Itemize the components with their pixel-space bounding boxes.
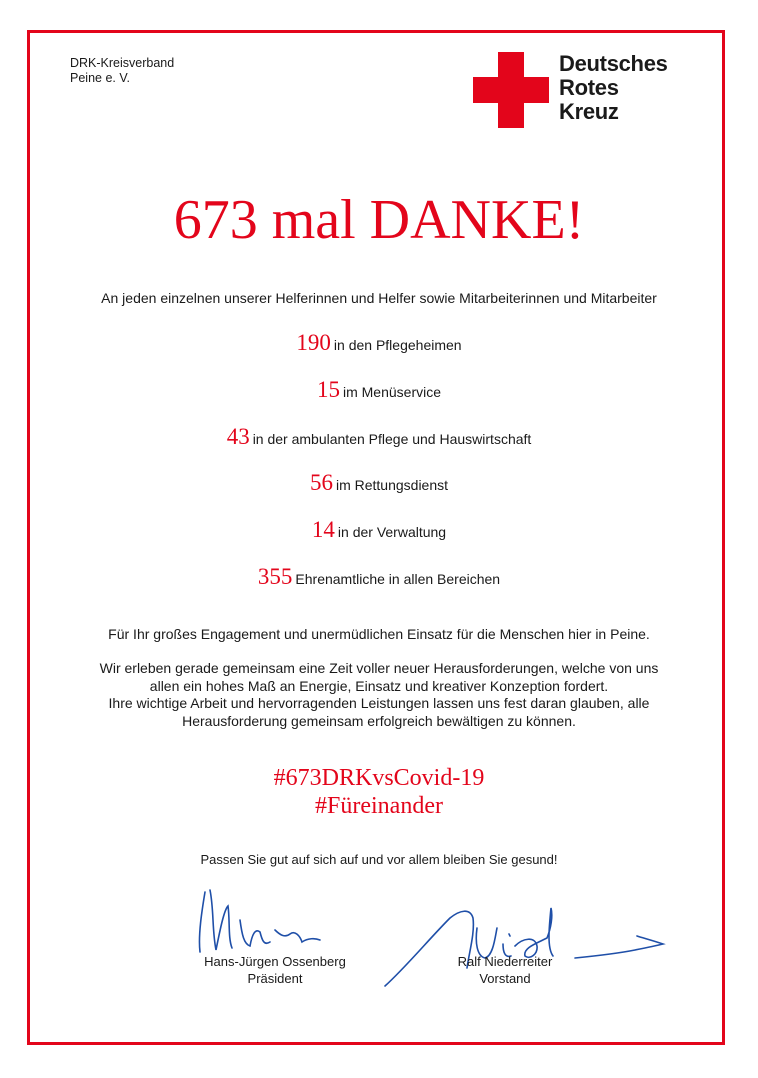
stat-label: in der Verwaltung xyxy=(337,524,447,540)
stat-row xyxy=(0,424,758,450)
stat-label: im Menüservice xyxy=(342,384,442,400)
paragraph-line: Herausforderung gemeinsam erfolgreich bewältigen zu können. xyxy=(182,712,576,729)
thanks-line: Für Ihr großes Engagement und unermüdlichen Einsatz für die Menschen hier in Peine. xyxy=(108,626,650,642)
logo-line-1: Deutsches xyxy=(559,51,668,76)
organization-line-2: Peine e. V. xyxy=(70,71,131,85)
stat-number: 43 xyxy=(226,424,250,449)
page-title: 673 mal DANKE! xyxy=(173,189,585,251)
hashtag: #Füreinander xyxy=(315,793,443,819)
closing-line: Passen Sie gut auf sich auf und vor allem bleiben Sie gesund! xyxy=(200,852,558,867)
signatory-role: Vorstand xyxy=(479,971,531,986)
logo-line-3: Kreuz xyxy=(559,99,619,124)
signatory-name: Ralf Niederreiter xyxy=(457,954,553,969)
stat-number: 15 xyxy=(316,377,340,402)
stat-label: in der ambulanten Pflege und Hauswirtschaft xyxy=(252,431,532,447)
organization-line-1: DRK-Kreisverband xyxy=(70,56,175,70)
stat-row xyxy=(0,564,758,590)
stat-row xyxy=(0,330,758,356)
signatory-president xyxy=(180,953,370,987)
signatory-name: Hans-Jürgen Ossenberg xyxy=(204,954,346,969)
stat-number: 56 xyxy=(309,470,333,495)
stat-number: 190 xyxy=(296,330,331,355)
logo-wordmark xyxy=(559,52,668,124)
signatory-role: Präsident xyxy=(247,971,303,986)
drk-logo xyxy=(473,52,703,132)
organization-name xyxy=(70,56,174,86)
stat-number: 355 xyxy=(257,564,293,589)
stat-row xyxy=(0,517,758,543)
stat-label: im Rettungsdienst xyxy=(335,477,449,493)
body-paragraph xyxy=(0,660,758,730)
red-cross-icon xyxy=(473,52,549,128)
paragraph-line: Ihre wichtige Arbeit und hervorragenden Leistungen lassen uns fest daran glauben, alle xyxy=(108,695,650,711)
stat-label: in den Pflegeheimen xyxy=(333,337,462,353)
signatory-board xyxy=(420,953,590,987)
signature-ossenberg xyxy=(180,880,360,960)
intro-text: An jeden einzelnen unserer Helferinnen und Helfer sowie Mitarbeiterinnen und Mitarbeiter xyxy=(101,290,657,306)
stat-row xyxy=(0,377,758,403)
stat-row xyxy=(0,470,758,496)
hashtag: #673DRKvsCovid-19 xyxy=(273,765,485,791)
stat-number: 14 xyxy=(311,517,335,542)
stat-label: Ehrenamtliche in allen Bereichen xyxy=(295,571,501,587)
logo-line-2: Rotes xyxy=(559,75,619,100)
paragraph-line: Wir erleben gerade gemeinsam eine Zeit voller neuer Herausforderungen, welche von uns xyxy=(99,660,659,676)
paragraph-line: allen ein hohes Maß an Energie, Einsatz und kreativer Konzeption fordert. xyxy=(149,677,609,694)
